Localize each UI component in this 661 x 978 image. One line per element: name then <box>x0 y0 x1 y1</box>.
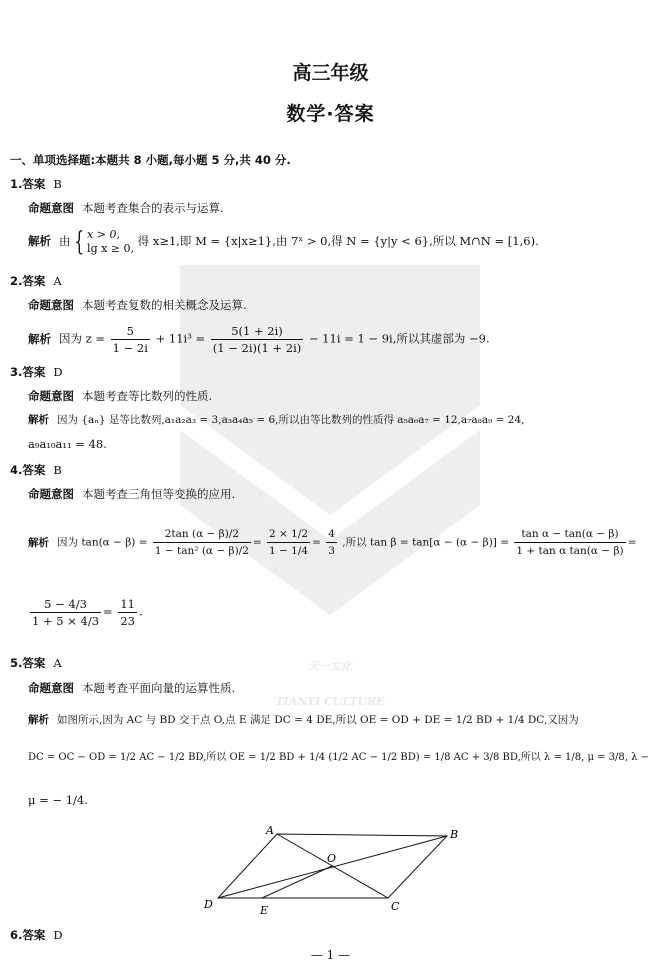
section-heading: 一、单项选择题:本题共 8 小题,每小题 5 分,共 40 分. <box>10 153 291 167</box>
diagonal-ac <box>277 834 388 898</box>
subject-title: 数学·答案 <box>286 103 375 125</box>
q6-answer-line: 6.答案 D <box>10 928 63 942</box>
point-a: A <box>266 824 274 837</box>
point-e: E <box>260 904 269 917</box>
q4-analysis: 解析 因为 tan(α − β) = $\frac{2\tan (\alpha - \beta)/2}{\text{1 − tan² (α − β)/2}}$ = $\frac{2 \times 1/2}{1 - 1/4}$ = $\frac{4}{3}$ ,所以 tan β = tan[α − (α − β)] = $\frac{\text{tan α − tan(α − β)}}{\text{1 + tan α tan(α − β)}}$ = <box>28 528 637 557</box>
q4-answer-line: 4.答案 B <box>10 463 62 477</box>
q1-answer-line: 1.答案 B <box>10 177 62 191</box>
q5-parallelogram-figure <box>200 822 470 920</box>
q1-intent: 命题意图 本题考查集合的表示与运算. <box>28 201 224 215</box>
diagonal-bd <box>218 836 447 898</box>
q4-intent: 命题意图 本题考查三角恒等变换的应用. <box>28 487 236 501</box>
point-b: B <box>450 828 459 841</box>
q2-intent: 命题意图 本题考查复数的相关概念及运算. <box>28 298 247 312</box>
q3-intent: 命题意图 本题考查等比数列的性质. <box>28 389 213 403</box>
grade-title: 高三年级 <box>292 62 369 84</box>
q5-analysis-line3: μ = − 1/4. <box>28 793 88 807</box>
q5-intent: 命题意图 本题考查平面向量的运算性质. <box>28 681 236 695</box>
q5-analysis-line2: DC = OC − OD = 1/2 AC − 1/2 BD,所以 OE = 1/2 BD + 1/4 (1/2 AC − 1/2 BD) = 1/8 AC + 3/8 BD,所以 λ = 1/8, μ = 3/8, λ − <box>28 752 650 763</box>
point-d: D <box>204 898 213 911</box>
q3-answer-line: 3.答案 D <box>10 365 63 379</box>
q1-analysis: 解析 由 { x > 0, lg x ≥ 0, 得 x≥1,即 M = {x|x≥1},由 7ˣ > 0,得 N = {y|y < 6},所以 M∩N = [1,6). <box>28 227 539 257</box>
point-o: O <box>327 852 337 865</box>
watermark-en: TIANYI CULTURE <box>275 695 385 708</box>
page-number: — 1 — <box>310 948 351 962</box>
segment-oe <box>262 866 332 898</box>
point-c: C <box>391 900 400 913</box>
q5-answer-line: 5.答案 A <box>10 656 62 670</box>
q5-analysis-line1: 解析 如图所示,因为 AC 与 BD 交于点 O,点 E 满足 DC = 4 DE,所以 OE = OD + DE = 1/2 BD + 1/4 DC,又因为 <box>28 714 579 726</box>
q4-analysis-cont: $\frac{5 - 4/3}{1 + 5 \times 4/3}$ = $\frac{11}{23}$ . <box>32 597 143 628</box>
q2-analysis: 解析 因为 z = $\frac{5}{1 - 2i}$ + 11i³ = $\frac{5(1 + 2i)}{(1 - 2i)(1 + 2i)}$ − 11i = 1 − 9i,所以其虚部为 −9. <box>28 324 490 355</box>
watermark-cn: 天一文化 <box>308 660 352 673</box>
q3-analysis-line2: a₉a₁₀a₁₁ = 48. <box>28 437 107 451</box>
q2-answer-line: 2.答案 A <box>10 274 62 288</box>
q3-analysis-line1: 解析 因为 {aₙ} 是等比数列,a₁a₂a₃ = 3,a₃a₄a₅ = 6,所以由等比数列的性质得 a₅a₆a₇ = 12,a₇a₈a₉ = 24, <box>28 414 525 426</box>
